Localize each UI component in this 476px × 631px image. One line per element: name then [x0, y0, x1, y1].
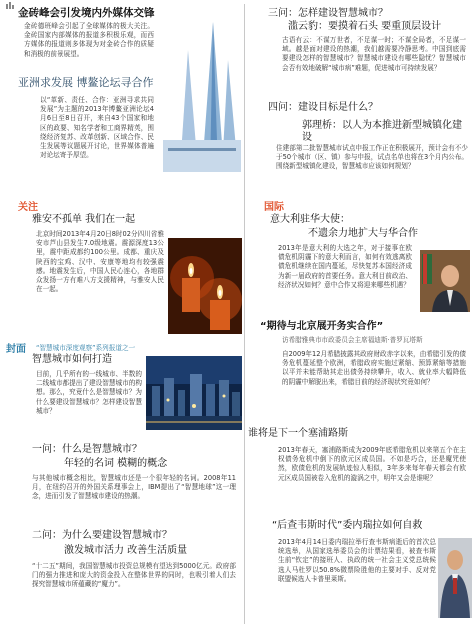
section-body: 以“革新、责任、合作：亚洲寻求共同发展”为主题的2013年博鳌亚洲论坛4月6日至8日召开，来自43个国家和地区的政要、知名学者和工商界精英，围绕经济复苏、改革创新、区域合作、民生发展等议题展开讨论，世界媒体普遍对论坛寄予厚望。	[40, 96, 154, 160]
ambassador-photo	[420, 250, 470, 312]
section-body: 金砖德班峰会引起了全球媒体的极大关注。金砖国家内部媒体的报道多积极乐观，而西方媒体的报道则多体现为对金砖合作的质疑和消极的前景展望。	[24, 22, 154, 58]
section-head: “后查韦斯时代”委内瑞拉如何自救	[272, 520, 423, 531]
section-body: 住建部第二批智慧城市试点申报工作正在积极展开，预计会有不少于50个城市（区、镇）参与申报，试点名单也将在3个月内公布。围绕新型城镇化建设，智慧城市应该如何规划？	[276, 144, 468, 171]
candles-photo	[168, 238, 242, 334]
section-head: 意大利驻华大使：	[270, 214, 350, 225]
section-head: 谁将是下一个塞浦路斯	[248, 428, 348, 439]
section-body: 与其他城市概念相比，智慧城市还是一个很年轻的名词。2008年11月，在纽约召开的外国关系理事会上，IBM提出了“智慧地球”这一理念，进而引发了智慧城市建设的热潮。	[32, 474, 236, 501]
cover-tag: “智慧城市深度观察”系列报道之一	[36, 344, 136, 352]
section-subhead: 年轻的名词 模糊的概念	[64, 458, 168, 469]
section-head: 四问：建设目标是什么？	[268, 102, 378, 113]
section-body: 2013年4月14日委内瑞拉举行查韦斯病逝后的首次总统选举，从国家选举委员会的计票结果看，被查韦斯生前“钦定”的接班人、执政的统一社会主义党总统候选人马杜罗以50.8%微票险胜他的主要对手、反对党联盟候选人卡普里莱斯。	[278, 538, 436, 583]
building-photo	[158, 20, 242, 172]
section-body: 2013年是意大利的大选之年，对于接事在欧债危机阴霾下的意大利而言，如何有效逃离欧债危机继续在国内蔓延，尽快复苏本国经济成为新一届政府的首要任务。意大利目前政治、经济状况如何？意中合作又将迎来哪些机遇？	[278, 244, 412, 289]
section-subhead: 郭理桥：以人为本推进新型城镇化建设	[302, 120, 462, 143]
section-head: 二问：为什么要建设智慧城市？	[32, 530, 172, 541]
cover-label: 封面	[6, 344, 26, 355]
section-subhead: 激发城市活力 改善生活质量	[64, 545, 188, 556]
column-divider	[244, 4, 245, 624]
section-head: 雅安不孤单 我们在一起	[32, 214, 136, 225]
section-label: 关注	[18, 202, 38, 213]
section-subhead: 不遗余力地扩大与华合作	[308, 228, 418, 239]
section-head: “期待与北京展开务实合作”	[260, 321, 384, 332]
section-body: “十二五”期间，我国智慧城市投资总规模有望达到5000亿元。政府部门的强力推进和庞大的资金投入在整体世界的同时，也吸引着人们去探究智慧城市所蕴藏的“魔力”。	[32, 562, 236, 589]
section-body: 自2009年12月希腊披露其政府财政赤字以来，由希腊引发的债务危机蔓延整个欧洲，希腊政府实施过紧缩、预算紧缩等措施以平并未能帮助其走出债务持续攀升，收入、就业率大幅降低的阴霾中解脱出来，希腊目前的经济现状究竟如何？	[282, 350, 466, 386]
section-title: 金砖峰会引发境内外媒体交锋	[18, 7, 155, 19]
bullet-ticks	[6, 2, 16, 10]
section-body: 目前，几乎所有的一线城市、半数的二线城市都提出了建设智慧城市的构想。那么，究竟什么是智慧城市？为什么要建设智慧城市？怎样建设智慧城市？	[36, 370, 142, 415]
section-head: 三问：怎样建设智慧城市？	[268, 8, 388, 19]
section-body: 古语有云：不谋万世者，不足谋一时；不谋全局者，不足谋一域。越是面对建设的热潮，我们越需要冷静思考。中国到底需要建设怎样的智慧城市？智慧城市建设有哪些隐忧？智慧城市会否有效地破解“城市病”难题，促进城市可持续发展？	[282, 36, 466, 72]
section-body: 2013年春天，塞浦路斯成为2009年底希腊危机以来第五个在主权债务危机中倒下的欧元区成员国。不如是巧合，还是魔咒使然，欧债危机的发展轨迹惊人相似，3年多来每年春天都会有欧元区成员国被卷入危机的漩涡之中，明年又会是谁呢？	[278, 446, 466, 482]
section-head: 智慧城市如何打造	[32, 354, 112, 365]
section-head: 一问：什么是智慧城市？	[32, 444, 142, 455]
section-subhead: 滥云豹：要摸着石头 要重顶层设计	[288, 21, 442, 32]
section-title: 亚洲求发展 博鳌论坛寻合作	[18, 76, 154, 89]
section-body: 北京时间2013年4月20日8时02分四川省雅安市芦山县发生7.0级地震。震源深度13公里，震中距成都约100公里。成都、重庆及陕西的宝鸡、汉中、安康等地均有较强震感。地震发生后，中国人民心连心，各地群众发扬一方有难八方支援精神，与雅安人民在一起。	[36, 230, 164, 294]
section-label: 国际	[264, 202, 284, 213]
section-subhead: 访希腊雅典市市政委员会主席福迪斯·普罗瓦塔斯	[282, 336, 423, 344]
city-photo	[146, 356, 242, 430]
portrait-photo	[438, 538, 472, 618]
